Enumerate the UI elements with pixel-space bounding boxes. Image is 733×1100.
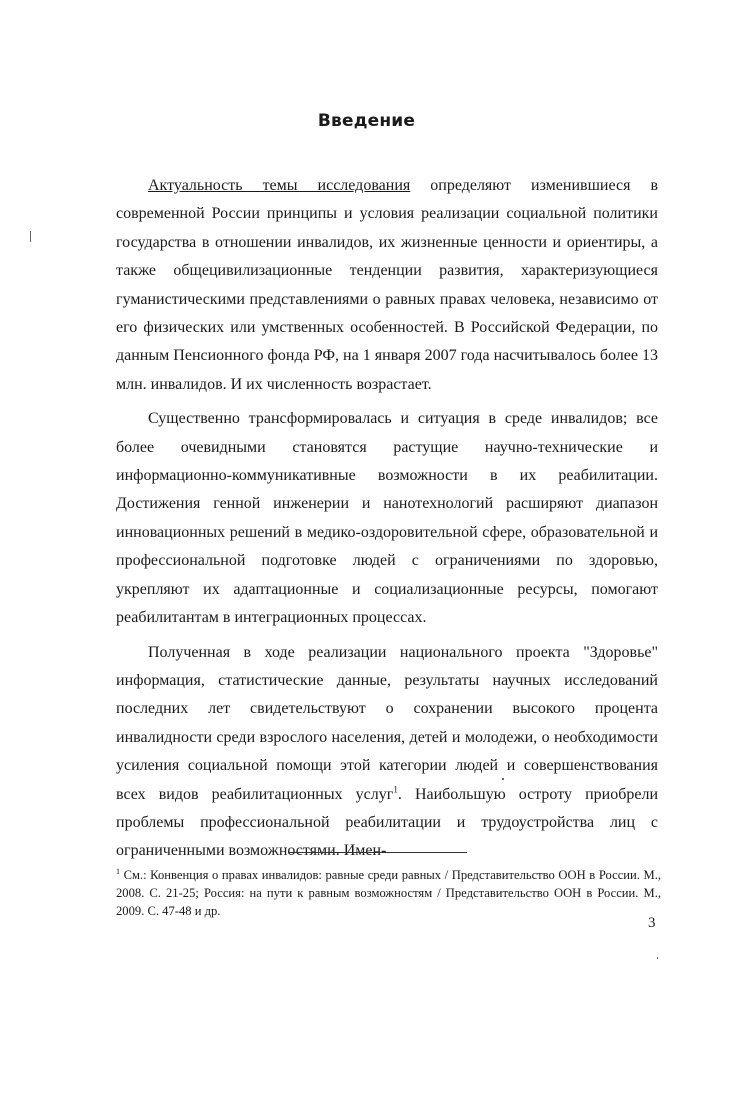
footnote — [116, 866, 661, 920]
footnote-text: См.: Конвенция о правах инвалидов: равные среди равных / Представительство ООН в России. М., 2008. С. 21-25; Россия: на пути к равным возможностям / Представительство ООН в России. М., 2009. С. 47-48 и др. — [116, 868, 661, 918]
paragraph-1-rest: определяют изменившиеся в современной России принципы и условия реализации социальной политики государства в отношении инвалидов, их жизненные ценности и ориентиры, а также общецивилизационные тенденции развития, характеризующиеся гуманистическими представлениями о равных правах человека, независимо от его физических или умственных особенностей. В Российской Федерации, по данным Пенсионного фонда РФ, на 1 января 2007 года насчитывалось более 13 млн. инвалидов. И их численность возрастает. — [116, 177, 658, 393]
footnote-separator — [288, 852, 467, 853]
page-number: 3 — [648, 915, 656, 931]
footnote-reference: 1 — [393, 784, 398, 795]
paragraph-transformation: Существенно трансформировалась и ситуация в среде инвалидов; все более очевидными становятся растущие научно-технические и информационно-коммуникативные возможности в их реабилитации. Достижения генной инженерии и нанотехнологий расширяют диапазон инновационных решений в медико-оздоровительной сфере, образовательной и профессиональной подготовке людей с ограничениями по здоровью, укрепляют их адаптационные и социализационные ресурсы, помогают реабилитантам в интеграционных процессах. — [116, 410, 658, 627]
paragraph-health-project — [116, 639, 658, 866]
relevance-lead: Актуальность темы исследования — [148, 177, 411, 194]
page-title: Введение — [317, 111, 416, 131]
paragraph-3-after-note: . Наибольшую остроту приобрели проблемы профессиональной реабилитации и трудоустройства лиц с ограниченными возможностями. Имен- — [116, 785, 659, 860]
scan-dot — [657, 957, 658, 959]
scan-mark — [30, 231, 31, 242]
body-text — [116, 172, 658, 872]
scan-dot — [502, 778, 504, 780]
paragraph-relevance — [116, 172, 658, 399]
paragraph-3-before-note: Полученная в ходе реализации национального проекта "Здоровье" информация, статистические данные, результаты научных исследований последних лет свидетельствуют о сохранении высокого процента инвалидности среди взрослого населения, детей и молодежи, о необходимости усиления социальной помощи этой категории людей и совершенствования всех видов реабилитационных услуг — [116, 643, 658, 803]
footnote-mark: 1 — [116, 866, 120, 876]
